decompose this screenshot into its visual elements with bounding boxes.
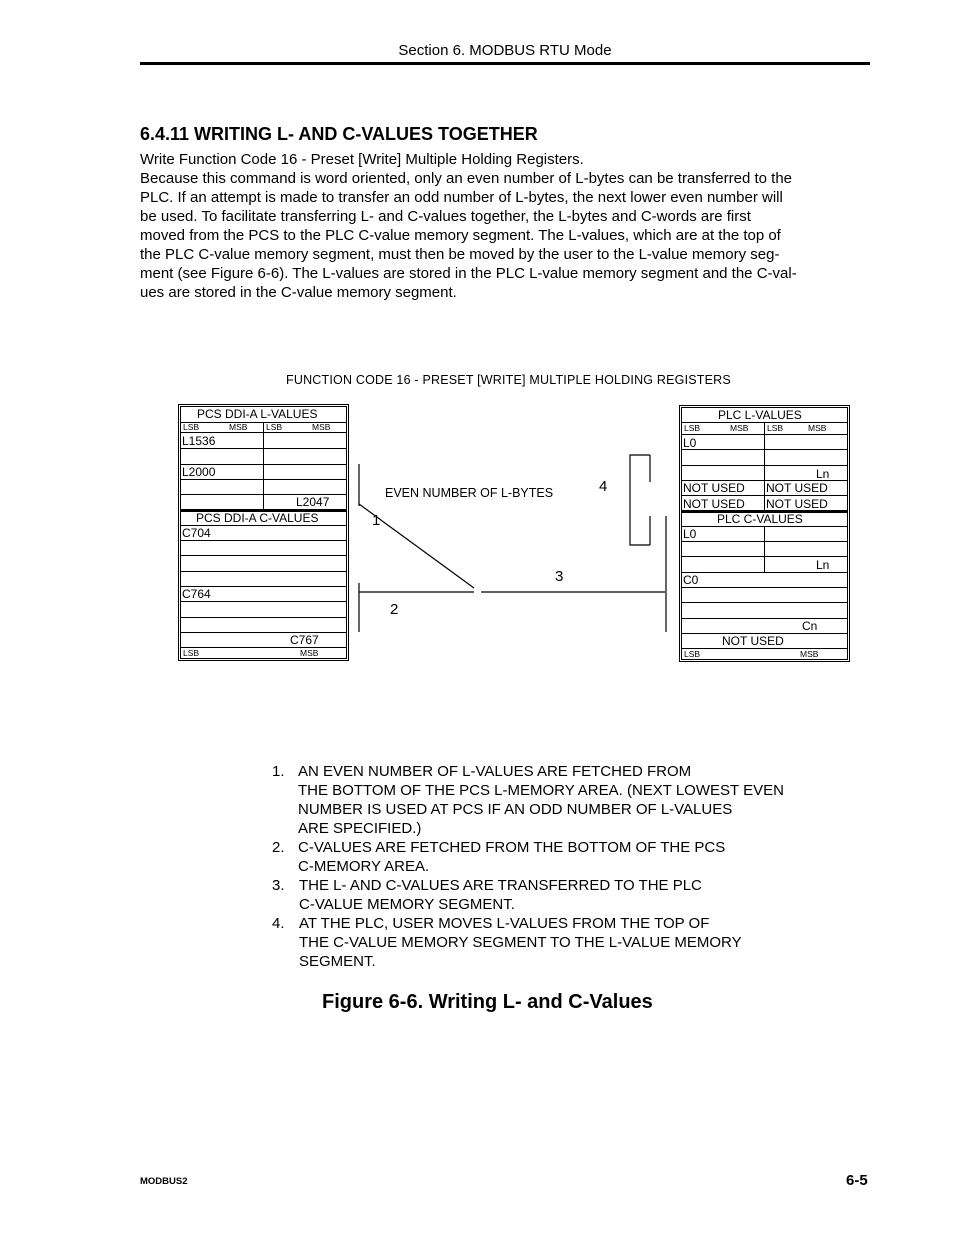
plc-c0: C0 (683, 573, 699, 587)
msb-label: MSB (300, 648, 319, 658)
lsb-label: LSB (684, 649, 701, 659)
plc-l-header: PLC L-VALUES (718, 408, 802, 422)
pcs-c704: C704 (182, 526, 211, 540)
page-number: 6-5 (846, 1172, 868, 1189)
plc-not-used: NOT USED (766, 481, 828, 495)
even-bytes-label: EVEN NUMBER OF L-BYTES (385, 486, 554, 500)
figure-caption: Figure 6-6. Writing L- and C-Values (322, 991, 653, 1013)
msb-label: MSB (800, 649, 819, 659)
note-line: AN EVEN NUMBER OF L-VALUES ARE FETCHED FROM (298, 763, 692, 780)
note-line: SEGMENT. (299, 953, 376, 970)
note-line: THE BOTTOM OF THE PCS L-MEMORY AREA. (NEXT LOWEST EVEN (298, 782, 784, 799)
pcs-c-header: PCS DDI-A C-VALUES (196, 511, 319, 525)
plc-c-l0: L0 (683, 527, 697, 541)
function-code-title: FUNCTION CODE 16 - PRESET [WRITE] MULTIPLE HOLDING REGISTERS (286, 373, 731, 387)
step-1-label: 1 (372, 512, 381, 529)
body-line: moved from the PCS to the PLC C-value memory segment. The L-values, which are at the top of (140, 227, 781, 244)
note-line: AT THE PLC, USER MOVES L-VALUES FROM THE TOP OF (299, 915, 710, 932)
note-item (272, 876, 784, 914)
figure-notes (272, 762, 784, 971)
body-line: the PLC C-value memory segment, must then be moved by the user to the L-value memory seg- (140, 246, 780, 263)
lsb-label: LSB (183, 422, 200, 432)
body-line: be used. To facilitate transferring L- and C-values together, the L-bytes and C-words are first (140, 208, 751, 225)
note-item (272, 914, 784, 971)
body-line: Because this command is word oriented, only an even number of L-bytes can be transferred to the (140, 170, 793, 187)
note-line: C-VALUE MEMORY SEGMENT. (299, 896, 515, 913)
body-line: Write Function Code 16 - Preset [Write] Multiple Holding Registers. (140, 151, 584, 168)
pcs-c764: C764 (182, 587, 211, 601)
body-line: ues are stored in the C-value memory segment. (140, 284, 457, 301)
msb-label: MSB (229, 422, 248, 432)
pcs-memory-table (178, 404, 349, 661)
body-line: ment (see Figure 6-6). The L-values are stored in the PLC L-value memory segment and the C-val- (140, 265, 797, 282)
running-head: Section 6. MODBUS RTU Mode (398, 42, 612, 59)
note-number: 1. (272, 763, 285, 780)
plc-c-header: PLC C-VALUES (717, 512, 803, 526)
pcs-l2000: L2000 (182, 465, 216, 479)
move-bracket (630, 455, 650, 545)
step-3-label: 3 (555, 568, 564, 585)
note-number: 2. (272, 839, 285, 856)
pcs-l2047: L2047 (296, 495, 330, 509)
section-title: 6.4.11 WRITING L- AND C-VALUES TOGETHER (140, 124, 538, 144)
note-line: THE L- AND C-VALUES ARE TRANSFERRED TO THE PLC (299, 877, 702, 894)
note-line: NUMBER IS USED AT PCS IF AN ODD NUMBER OF L-VALUES (298, 801, 733, 818)
note-number: 3. (272, 877, 285, 894)
step-2-label: 2 (390, 601, 399, 618)
note-line: THE C-VALUE MEMORY SEGMENT TO THE L-VALUE MEMORY (299, 934, 742, 951)
doc-code: MODBUS2 (140, 1176, 188, 1187)
plc-c-ln: Ln (816, 558, 830, 572)
note-item (272, 762, 784, 838)
plc-not-used: NOT USED (683, 481, 745, 495)
lsb-label: LSB (767, 423, 784, 433)
pcs-c767: C767 (290, 633, 319, 647)
body-line: PLC. If an attempt is made to transfer an odd number of L-bytes, the next lower even number will (140, 189, 783, 206)
note-line: C-VALUES ARE FETCHED FROM THE BOTTOM OF THE PCS (298, 839, 726, 856)
note-number: 4. (272, 915, 285, 932)
lsb-label: LSB (684, 423, 701, 433)
msb-label: MSB (312, 422, 331, 432)
note-item (272, 838, 784, 876)
plc-cn: Cn (802, 619, 818, 633)
pcs-l-header: PCS DDI-A L-VALUES (197, 407, 318, 421)
note-line: ARE SPECIFIED.) (298, 820, 422, 837)
note-line: C-MEMORY AREA. (298, 858, 430, 875)
step-4-label: 4 (599, 478, 608, 495)
plc-not-used: NOT USED (683, 497, 745, 511)
plc-ln: Ln (816, 467, 830, 481)
bracket-c-values (359, 583, 474, 632)
lsb-label: LSB (266, 422, 283, 432)
msb-label: MSB (808, 423, 827, 433)
msb-label: MSB (730, 423, 749, 433)
plc-memory-table (679, 405, 850, 662)
lsb-label: LSB (183, 648, 200, 658)
plc-l0: L0 (683, 436, 697, 450)
plc-not-used: NOT USED (722, 634, 784, 648)
plc-not-used: NOT USED (766, 497, 828, 511)
pcs-l1536: L1536 (182, 434, 216, 448)
